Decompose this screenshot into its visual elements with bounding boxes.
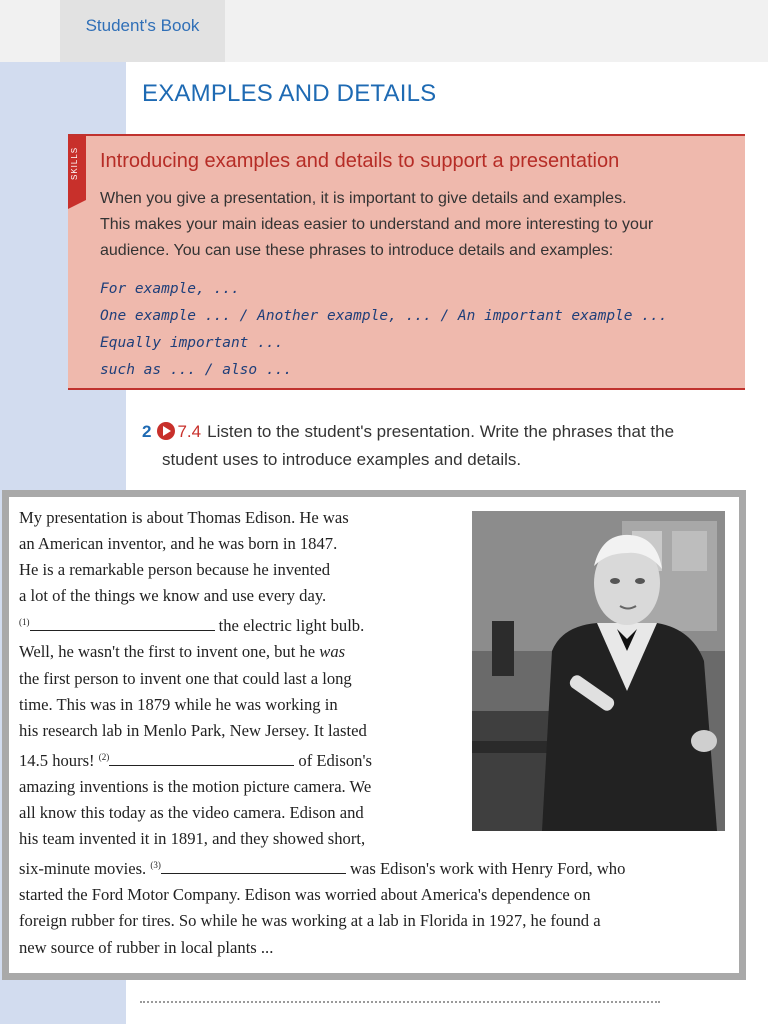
section-title: EXAMPLES AND DETAILS: [142, 80, 437, 107]
exercise-instruction: Listen to the student's presentation. Write the phrases that the: [207, 422, 675, 441]
skills-body-line: This makes your main ideas easier to understand and more interesting to your: [100, 216, 654, 233]
exercise-2: [142, 418, 742, 474]
blank-marker-1: (1): [19, 617, 30, 628]
passage-line: his research lab in Menlo Park, New Jersey. It lasted: [19, 720, 367, 740]
exercise-line: [142, 418, 742, 446]
skills-heading: Introducing examples and details to support a presentation: [100, 150, 620, 172]
blank-marker-3: (3): [150, 860, 161, 871]
audio-track-number: 7.4: [177, 422, 202, 441]
passage-line: He is a remarkable person because he invented: [19, 560, 330, 580]
passage-line: time. This was in 1879 while he was working in: [19, 694, 338, 714]
passage-text: six-minute movies.: [19, 859, 151, 879]
passage-line: an American inventor, and he was born in 1847.: [19, 534, 338, 554]
passage-emphasis: was: [319, 642, 346, 662]
passage-line: amazing inventions is the motion picture camera. We: [19, 776, 372, 796]
reading-passage: [19, 505, 731, 961]
passage-text: was Edison's work with Henry Ford, who: [345, 859, 626, 879]
passage-line: [19, 852, 731, 882]
exercise-instruction-cont: student uses to introduce examples and details.: [162, 450, 522, 469]
passage-line: [19, 744, 731, 774]
passage-line: started the Ford Motor Company. Edison was worried about America's dependence on: [19, 885, 591, 905]
reading-passage-box: [2, 490, 746, 980]
passage-text: Well, he wasn't the first to invent one, but he: [19, 642, 320, 662]
passage-line: his team invented it in 1891, and they showed short,: [19, 829, 366, 849]
exercise-number: 2: [142, 422, 152, 441]
passage-line: all know this today as the video camera. Edison and: [19, 803, 364, 823]
passage-line: a lot of the things we know and use every day.: [19, 586, 327, 606]
audio-play-icon[interactable]: [157, 422, 175, 440]
answer-blank-2[interactable]: [109, 752, 294, 766]
passage-text: of Edison's: [294, 750, 372, 770]
passage-text: the electric light bulb.: [214, 616, 365, 636]
phrase-item: For example, ...: [100, 281, 240, 297]
answer-blank-1[interactable]: [30, 617, 215, 631]
passage-line: [19, 609, 731, 639]
passage-line: the first person to invent one that could last a long: [19, 668, 352, 688]
next-content-hint: [140, 997, 660, 1003]
top-bar: [0, 0, 768, 62]
passage-line: [19, 639, 731, 665]
passage-line: foreign rubber for tires. So while he was working at a lab in Florida in 1927, he found a: [19, 911, 601, 931]
tab-students-book[interactable]: Student's Book: [60, 0, 225, 62]
blank-marker-2: (2): [98, 751, 110, 762]
phrase-list: [100, 276, 730, 384]
skills-flag-label: SKILLS: [70, 146, 79, 180]
passage-line: My presentation is about Thomas Edison. He was: [19, 508, 349, 527]
phrase-item: One example ... / Another example, ... / An important example ...: [100, 308, 668, 324]
phrase-item: Equally important ...: [100, 335, 284, 351]
skills-box: [68, 134, 745, 390]
phrase-item: such as ... / also ...: [100, 362, 293, 378]
skills-flag: [68, 136, 86, 200]
skills-body: [100, 186, 730, 264]
skills-body-line: audience. You can use these phrases to introduce details and examples:: [100, 242, 614, 259]
skills-body-line: When you give a presentation, it is important to give details and examples.: [100, 190, 627, 207]
passage-text: 14.5 hours!: [19, 750, 99, 770]
answer-blank-3[interactable]: [161, 860, 346, 874]
page: [0, 62, 768, 1024]
passage-line: new source of rubber in local plants ...: [19, 937, 274, 957]
